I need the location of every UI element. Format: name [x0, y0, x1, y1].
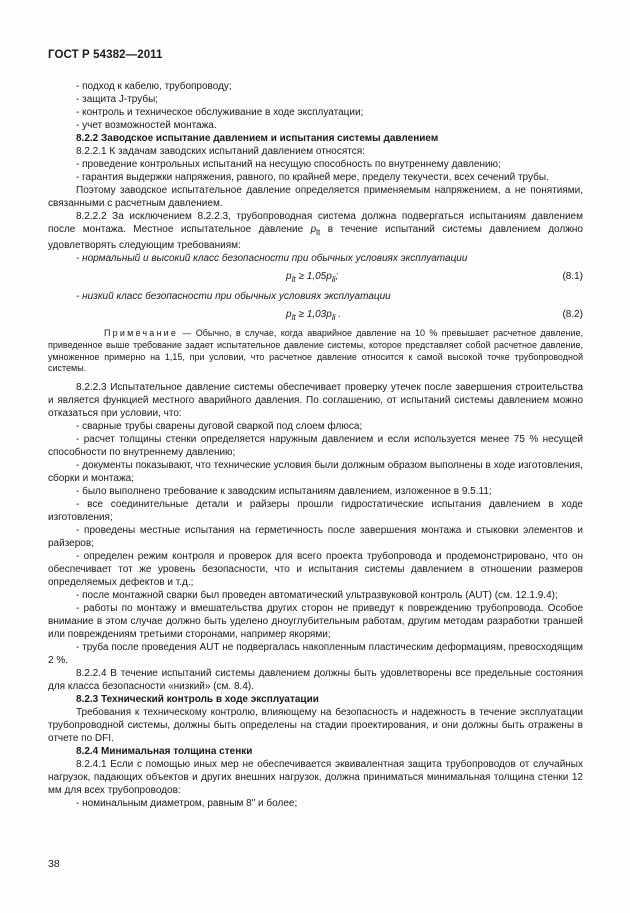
section-heading-8-2-4: 8.2.4 Минимальная толщина стенки: [76, 746, 253, 758]
list-item: - гарантия выдержки напряжения, равного, по крайней мере, пределу текучести, всех сечений трубы.: [76, 172, 549, 183]
list-item: - контроль и техническое обслуживание в ходе эксплуатации;: [76, 107, 364, 118]
list-item: - труба после проведения AUT не подвергалась накопленным пластическим деформациям, превосходящим 2 %.: [48, 642, 583, 667]
list-item: - номинальным диаметром, равным 8" и более;: [76, 798, 298, 810]
section-heading-8-2-3: 8.2.3 Технический контроль в ходе эксплуатации: [76, 694, 319, 706]
note-label: Примечание: [104, 328, 179, 338]
formula-expression: $p_{lt} \ge 1,03p_{li}$ .: [286, 309, 342, 322]
requirement-low: - низкий класс безопасности при обычных условиях эксплуатации: [76, 291, 391, 302]
paragraph-8-2-4-1: 8.2.4.1 Если с помощью иных мер не обеспечивается эквивалентная защита трубопроводов от случайных нагрузок, падающих объектов и других внешних нагрузок, должна приниматься минимальная толщина стенки 12 мм для всех трубопроводов:: [48, 759, 583, 797]
list-item: - документы показывают, что технические условия были должным образом выполнены в ходе изготовления, сборки и монтажа;: [48, 460, 583, 485]
paragraph-8-2-3: Требования к техническому контролю, влияющему на безопасность и надежность в течение эксплуатации трубопроводной системы, должны быть определены на стадии проектирования, и они должны быть отражены в отчете по DFI.: [48, 707, 583, 745]
paragraph-8-2-2-2: 8.2.2.2 За исключением 8.2.2.3, трубопроводная система должна подвергаться испытаниям давлением после монтажа. Местное испытательное давление $p_{lt}$ в течение испытаний системы давлением должно удовлетворять следующим требованиям:: [48, 211, 583, 251]
list-item: - проведение контрольных испытаний на несущую способность по внутреннему давлению;: [76, 159, 501, 170]
list-item: - работы по монтажу и вмешательства других сторон не приведут к повреждению трубопровода. Особое внимание в этом случае должно быть уделено дноуглубительным работам, другим методам разработки траншей или повреждениям третьими сторонами, например якорями;: [48, 603, 583, 641]
formula-number: (8.2): [562, 309, 583, 320]
document-header: ГОСТ Р 54382—2011: [48, 49, 163, 61]
list-item: - учет возможностей монтажа.: [76, 120, 217, 131]
list-item: - все соединительные детали и райзеры прошли гидростатические испытания давлением в ходе изготовления;: [48, 499, 583, 524]
list-item: - сварные трубы сварены дуговой сваркой под слоем флюса;: [76, 421, 363, 433]
list-item: - расчет толщины стенки определяется наружным давлением и если используется менее 75 % несущей способности по внутреннему давлению;: [48, 434, 583, 459]
paragraph-8-2-2-3: 8.2.2.3 Испытательное давление системы обеспечивает проверку утечек после завершения строительства и является функцией местного аварийного давления. По соглашению, от испытаний системы давлением можно отказаться при условии, что:: [48, 382, 583, 420]
section-heading-8-2-2: 8.2.2 Заводское испытание давлением и испытания системы давлением: [76, 133, 439, 144]
formula-8-2: [48, 307, 583, 323]
formula-number: (8.1): [562, 271, 583, 282]
note: Примечание — Обычно, в случае, когда аварийное давление на 10 % превышает расчетное давление, приведенное выше требование задает испытательное давление системы, которое представляет собой расчетное давление, умноженное примерно на 1,15, при условии, что расчетное давление относится к самой высокой точке трубопроводной системы.: [48, 328, 583, 374]
paragraph: Поэтому заводское испытательное давление определяется применяемым напряжением, а не понятиями, связанными с расчетным давлением.: [48, 185, 583, 209]
formula-expression: $p_{lt} \ge 1,05p_{li}$;: [286, 271, 339, 284]
list-item: - подход к кабелю, трубопроводу;: [76, 81, 232, 92]
page-number: 38: [48, 858, 60, 870]
formula-8-1: [48, 269, 583, 285]
list-item: - после монтажной сварки был проведен автоматический ультразвуковой контроль (AUT) (см. 12.1.9.4);: [76, 590, 558, 602]
paragraph-8-2-2-1: 8.2.2.1 К задачам заводских испытаний давлением относятся:: [76, 146, 365, 157]
requirement-normal-high: - нормальный и высокий класс безопасности при обычных условиях эксплуатации: [76, 253, 468, 264]
document-body: [48, 80, 583, 810]
list-item: - было выполнено требование к заводским испытаниям давлением, изложенное в 9.5.11;: [76, 486, 492, 498]
paragraph-8-2-2-4: 8.2.2.4 В течение испытаний системы давлением должны быть удовлетворены все предельные состояния для класса безопасности «низкий» (см. 8.4).: [48, 668, 583, 693]
list-item: - определен режим контроля и проверок для всего проекта трубопровода и продемонстрировано, что он обеспечивает тот же уровень безопасности, что и испытания системы давлением в отношении размеров определяемых дефектов и т.д.;: [48, 551, 583, 589]
list-item: - защита J-трубы;: [76, 94, 159, 105]
list-item: - проведены местные испытания на герметичность после завершения монтажа и стыковки элементов и райзеров;: [48, 525, 583, 550]
